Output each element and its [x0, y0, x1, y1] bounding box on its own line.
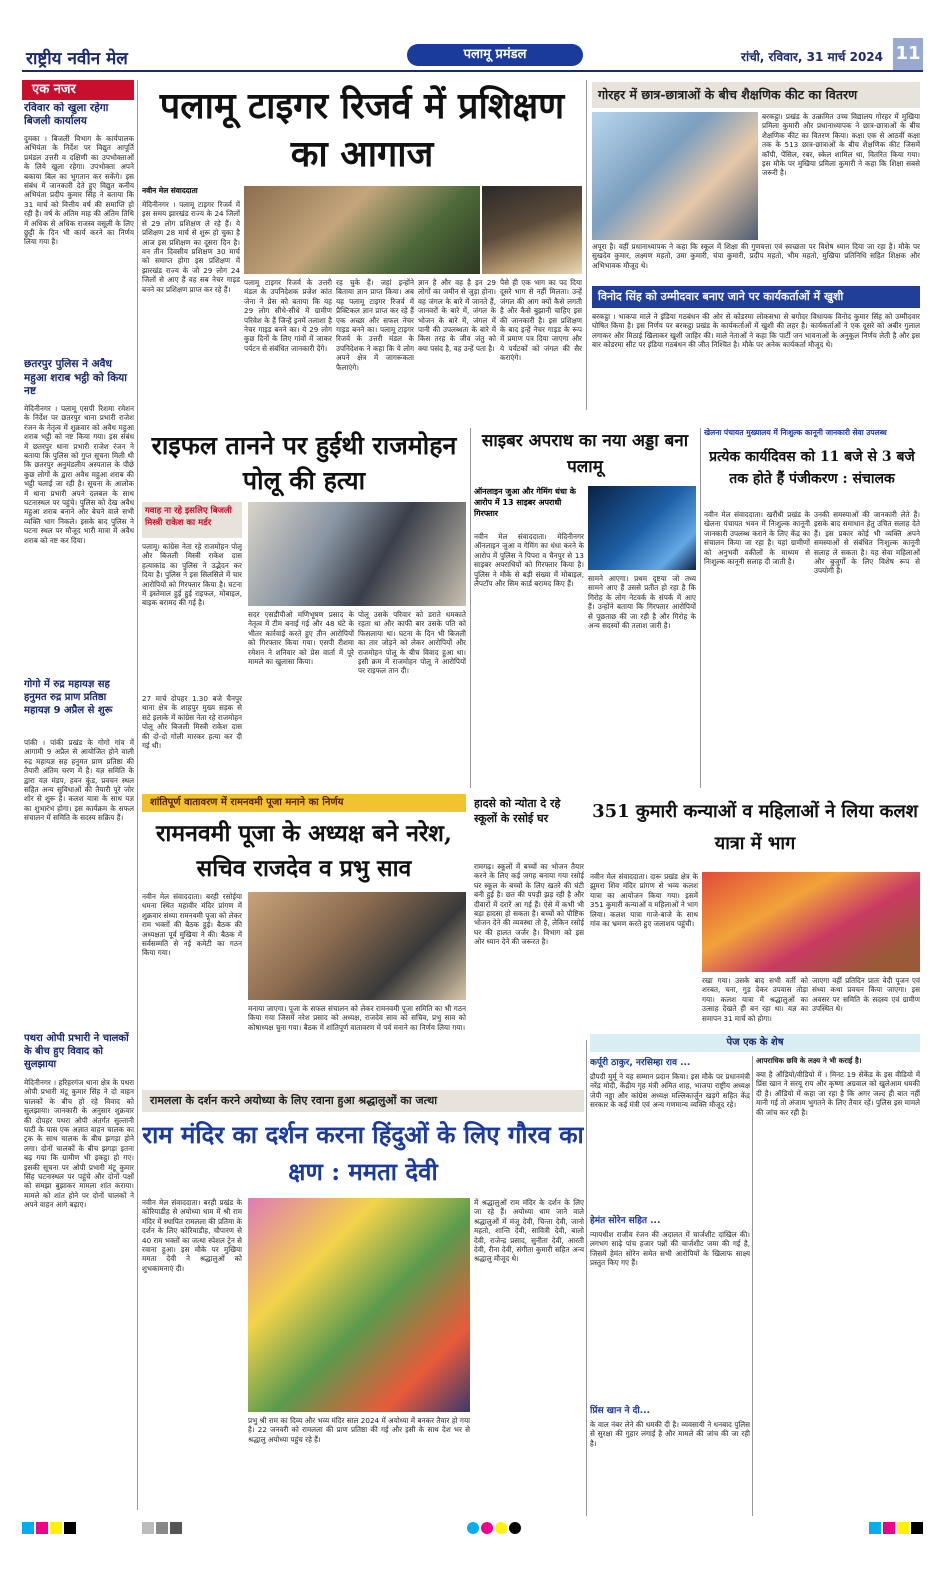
ramnavami-col1: नवीन मेल संवाददाता। बरही रसोईया धमना स्थित महावीर मंदिर प्रांगण में शुक्रवार संध्या रामनवमी पूजा को लेकर राम भक्तों की बैठक हुई। बैठक की अध्यक्षता पूर्व मुखिया ने की। बैठक में सर्वसम्मति से नई कमेटी का गठन किया गया।: [142, 892, 242, 958]
section-name: पलामू प्रमंडल: [407, 44, 583, 66]
accused-photo: [248, 502, 466, 606]
brief-title: गोगो में रुद्र महायज्ञ सह हनुमत रुद्र प्राण प्रतिष्ठा महायज्ञ 9 अप्रैल से शुरू: [24, 679, 113, 716]
rifle-subhead: गवाह ना रहे इसलिए बिजली मिस्त्री राकेश का मर्डर: [142, 502, 242, 538]
page-shesh-label: पेज एक के शेष: [590, 1034, 920, 1052]
panjikaran-col2: उनकी समस्याओं की जानकारी लेते हैं। इसके बाद समाधान हेतु उचित सलाह देते हैं। इस प्रकार कोई भी व्यक्ति अपने समस्याओं से संबंधित निःशुल्क कानूनी सलाह ले सकता है। यह सेवा महिलाओं और बुजुर्गों के लिए विशेष रूप से उपयोगी है।: [814, 510, 920, 576]
brief-body: मेदिनीनगर । पलामू एसपी रिशमा रमेशन के निर्देश पर छतरपुर थाना प्रभारी राजेश रंजन के नेतृत्व में शुक्रवार को अवैध महुआ शराब भट्ठी को नष्ट किया गया। इस संबंध में छतरपुर थाना प्रभारी राजेश रंजन ने बताया कि पुलिस को गुप्त सूचना मिली थी कि छतरपुर अनुमंडलीय अस्पताल के पीछे कुछ लोगों के द्वारा अवैध महुआ शराब की भट्ठी चलाई जा रही है। सूचना के आलोक में थाना प्रभारी अपने दलबल के साथ घटनास्थल पर पहुंचे। पुलिस को देख अवैध महुआ शराब बनाने और बेचने वाले सभी व्यक्ति भाग निकले। इसके बाद पुलिस ने घटना स्थल पर मौजूद भारी मात्रा में अवैध शराब को नष्ट कर दिया।: [24, 404, 134, 545]
shesh-title: प्रिंस खान ने दी...: [590, 1406, 650, 1416]
dateline: रांची, रविवार, 31 मार्च 2024: [741, 50, 883, 64]
lead-headline: पलामू टाइगर रिजर्व में प्रशिक्षण का आगाज: [159, 85, 565, 175]
rifle-col4: पोलू उसके परिवार को डराते धमकाते रहता था और काफी बार उसके पति को फिसलाया था। घटना के दिन भी बिजली का तार जोड़ने को लेकर आरोपियों और राजमोहन पोलू के बीच विवाद हुआ था। इसी क्रम में राजमोहन पोलू ने आरोपियों पर राइफल तान दी।: [358, 610, 466, 676]
cyber-crime-photo: [588, 486, 696, 570]
kalash-col3: जाएगा वहीं प्रतिदिन प्रातः वेदी पूजन एवं संध्या कथा प्रवचन किया जाएगा। इस अवसर पर समिति के सदस्य एवं ग्रामीण उपस्थित थे।: [812, 976, 920, 1014]
rifle-col2: 27 मार्च दोपहर 1.30 बजे चैनपुर थाना क्षेत्र के शाहपुर मुख्य सड़क से सटे इलाके में कांग्रेस नेता रहे राजमोहन पोलू और बिजली मिस्त्री राकेश दास की दो-दो गोली मारकर हत्या कर दी गई थी।: [142, 694, 242, 751]
brief-title: छतरपुर पुलिस ने अवैध महुआ शराब भट्ठी को किया नष्ट: [24, 358, 127, 397]
shesh-title: कर्पूरी ठाकुर, नरसिम्हा राव ...: [590, 1058, 691, 1068]
meeting-photo: [248, 892, 466, 1000]
kalash-yatra-photo: [702, 872, 920, 972]
ayodhya-col3: में श्रद्धालुओं राम मंदिर के दर्शन के लिए जा रहे हैं। अयोध्या धाम जाने वाले श्रद्धालुओं में मंजू देवी, चिन्ता देवी, जानो महतो, शान्ति देवी, सावित्री देवी, बालो देवी, राजेन्द्र प्रसाद, सुनीता देवी, आरती देवी, रीना देवी, संगीता कुमारी सहित अन्य श्रद्धालु मौजूद थे।: [474, 1198, 584, 1264]
school-body: रामगढ़। स्कूलों में बच्चों का भोजन तैयार करने के लिए कई जगह बनाया गया रसोई घर स्कूल के बच्चों के लिए खतरे की घंटी बनी हुई है। छत की पपड़ी झड़ रही है और दीवारों में दरारें आ गई हैं। ऐसे में कभी भी बड़ा हादसा हो सकता है। बच्चों को पौष्टिक भोजन देने की व्यवस्था तो है, लेकिन रसोई घर की हालत जर्जर है। विभाग को इस ओर ध्यान देने की जरूरत है।: [474, 862, 584, 947]
column-rule: [586, 80, 587, 410]
ayodhya-col2: प्रभु श्री राम का दिव्य और भव्य मंदिर साल 2024 में अयोध्या में बनकर तैयार हो गया है। 22 जनवरी को रामलला की प्राण प्रतिष्ठा की गई और इसी के साथ देश भर से श्रद्धालु अयोध्या पहुंच रहे हैं।: [248, 1416, 470, 1444]
kalash-col1: नवीन मेल संवाददाता। दारू प्रखंड क्षेत्र के झुमरा शिव मंदिर प्रांगण से भव्य कलश यात्रा का आयोजन किया गया। इसमें 351 कुमारी कन्याओं व महिलाओं ने भाग लिया। कलश यात्रा गाजे-बाजे के साथ गांव का भ्रमण करते हुए जलाशय पहुंची।: [590, 872, 698, 929]
shesh-title: हेमंत सोरेन सहित ...: [590, 1216, 661, 1226]
brief-title: पथरा ओपी प्रभारी ने चालकों के बीच हुए विवाद को सुलझाया: [24, 1033, 129, 1070]
lead-col1: मेदिनीनगर । पलामू टाइगर रिजर्व में इस समय झारखंड राज्य के 24 जिलों से 29 लोग प्रशिक्षण ले रहे हैं। ये प्रशिक्षण 28 मार्च से शुरू हो चुका है आज इस प्रशिक्षण का दूसरा दिन है। वन तीन दिवसीय प्रशिक्षण 30 मार्च को समाप्त होगा इस प्रशिक्षण में झारखंड राज्य के जो 29 लोग 24 जिलों से आए हैं वह सब नेचर गाइड बनने का प्रशिक्षण प्राप्त कर रहे हैं।: [142, 200, 240, 294]
panjikaran-col1: नवीन मेल संवाददाता। खरौंधी प्रखंड के खेलना पंचायत भवन में निःशुल्क कानूनी जानकारी उपलब्ध कराने के लिए केंद्र का संचालन किया जा रहा है। यहां ग्रामीणों को अनुभवी वकीलों के माध्यम से निःशुल्क कानूनी सलाह दी जाती है।: [704, 510, 810, 567]
lead-col4: ज्ञान है और वह है इन 29 लोगों का जमीन से जुड़ा होना। वह जंगल के बारे में जानते हैं, जानवरों के बारे में, जंगल के भोजन के बारे में, जंगल में पानी की उपलब्धता के बारे में किस तरह के जीव जंतु को क्या पसंद है, वह उन्हें पता है।: [418, 278, 496, 353]
lead-col2: पलामू टाइगर रिजर्व के उत्तरी मंडल के उपनिदेशक प्रजेश कांत जेना ने प्रेस को बताया कि यह 29 लोग सीधे-सीधे में ग्रामीण परिवेश के हैं जिन्हें इनमें तलाशा है नेचर गाइड बनने का। ये 29 लोग कुछ दिनों के लिए गांवों में जाकर पर्यटन से संबंधित जानकारी देंगे।: [244, 278, 332, 353]
column-rule: [586, 1040, 587, 1516]
cyber-col2: सामने आएगा। प्रथम दृष्टया जो तथ्य सामने आए हैं उससे प्रतीत हो रहा है कि गिरोह के लोग नेटवर्क के संपर्क में आए हैं। उन्होंने बताया कि गिरफ्तार आरोपियों से पूछताछ की जा रही है और गिरोह के अन्य सदस्यों की तलाश जारी है।: [588, 574, 696, 631]
page-number: 11: [893, 38, 923, 70]
ayodhya-col1: नवीन मेल संवाददाता। बरही प्रखंड के कोरियाडीह से अयोध्या धाम में श्री राम मंदिर में स्थापित रामलला की प्रतिमा के दर्शन के लिए कोरियाडीह, चौपारण से 40 राम भक्तों का जत्था स्पेशल ट्रेन से रवाना हुआ। इस मौके पर मुखिया ममता देवी ने श्रद्धालुओं को शुभकामनाएं दी।: [142, 1198, 242, 1273]
column-rule: [137, 80, 138, 1510]
brief-body: मेदिनीनगर । हरिहरगंज थाना क्षेत्र के पथरा ओपी प्रभारी मंटू कुमार सिंह ने दो वाहन चालकों के बीच हो रहे विवाद को सुलझाया। जानकारी के अनुसार शुक्रवार की दोपहर पथरा ओपी अंतर्गत सुल्तानी घाटी के पास एक अज्ञात वाहन चालक का ट्रक के साथ चालक के बीच झगड़ा होने लगा। दोनों चालकों के बीच झगड़ा इतना बढ़ गया कि ग्रामीण भी इकट्ठा हो गए। इसकी सूचना पर ओपी प्रभारी मंटू कुमार सिंह घटनास्थल पर पहुंचे और दोनों पक्षों को समझा बुझाकर मामला शांत कराया। मामले को शांत होने पर दोनों चालकों ने अपने वाहन आगे बढ़ाए।: [24, 1078, 134, 1210]
masthead: [22, 38, 923, 72]
panjikaran-kicker: खेलना पंचायत मुख्यालय में निःशुल्क कानूनी जानकारी सेवा उपलब्ध: [704, 428, 887, 437]
lead-col3: रह चुके हैं। जहां इन्होंने बिताया ज्ञान प्राप्त किया। अब यह पलामू टाइगर रिजर्व में प्रैक्टिकल ज्ञान प्राप्त कर रहे हैं एक अच्छा और सफल नेचर गाइड बनने का। पलामू टाइगर रिजर्व के उत्तरी मंडल के उपनिदेशक ने कहा कि ये लोग अपने क्षेत्र में जागरूकता फैलाएंगे।: [336, 278, 414, 372]
gorhar-headline: गोरहर में छात्र-छात्राओं के बीच शैक्षणिक कीट का वितरण: [592, 82, 920, 108]
print-registration-bar: [22, 1522, 923, 1534]
ayodhya-headline: राम मंदिर का दर्शन करना हिंदुओं के लिए गौरव का क्षण : ममता देवी: [142, 1120, 584, 1186]
column-rule: [752, 1056, 753, 1516]
ayodhya-kicker: रामलला के दर्शन करने अयोध्या के लिए रवाना हुआ श्रद्धालुओं का जत्था: [142, 1090, 584, 1112]
brief-body: दुमका । बिजली विभाग के कार्यपालक अभियंता के निर्देश पर विद्युत आपूर्ति प्रमंडल उत्तरी व दक्षिणी का उपभोक्ताओं के लिये खुला रहेगा। उपभोक्ता अपने बकाया बिल का भुगतान कर सकेंगे। इस संबंध में जानकारी देते हुए विद्युत कनीय अभियंता प्रदीप कुमार सिंह ने बताया कि 31 मार्च को वित्तीय वर्ष की समाप्ति हो रही है। वर्ष के अंतिम माह की अंतिम तिथि में अधिक से अधिक राजस्व वसूली के लिए छुट्टी के दिन भी कार्य करने का निर्णय लिया गया है।: [24, 134, 134, 247]
cyber-subhead: ऑनलाइन जुआ और गेमिंग धंधा के आरोप में 13 साइबर अपराधी गिरफ्तार: [474, 487, 576, 518]
panjikaran-headline: प्रत्येक कार्यदिवस को 11 बजे से 3 बजे तक होते हैं पंजीकरण : संचालक: [709, 449, 915, 487]
school-headline: हादसे को न्योता दे रहे स्कूलों के रसोई घर: [474, 797, 561, 825]
cyber-headline: साइबर अपराध का नया अड्डा बना पलामू: [481, 431, 689, 477]
ek-nazar-tag: एक नजर: [22, 80, 134, 100]
ramnavami-col2: मनाया जाएगा। पूजा के सफल संचालन को लेकर रामनवमी पूजा समिति का भी गठन किया गया जिसमें नरेश प्रसाद को अध्यक्ष, राजदेव साव को सचिव, प्रभु साव को कोषाध्यक्ष चुना गया। बैठक में शांतिपूर्ण वातावरण में पर्व मनाने का निर्णय लिया गया।: [248, 1004, 466, 1032]
shesh-body: क्या है ऑडियो/वीडियो में । मिनट 19 सेकेंड के इस वीडियो में प्रिंस खान ने सरयू राय और कृष्णा अग्रवाल को खुलेआम धमकी दी है। ऑडियो में कहा जा रहा है कि अगर जल्द ही बात नहीं मानी गई तो अंजाम भुगतने के लिए तैयार रहें। पुलिस इस मामले की जांच कर रही है।: [756, 1070, 920, 1117]
gorhar-body: बरकट्ठा। प्रखंड के उत्क्रमित उच्च विद्यालय गोरहर में मुखिया प्रमिला कुमारी और प्रधानाध्यापक ने छात्र-छात्राओं के बीच शैक्षणिक कीट का वितरण किया। कक्षा एक से आठवीं कक्षा तक के 513 छात्र-छात्राओं के बीच शैक्षणिक कीट जिसमें कॉपी, पेंसिल, रबर, स्केल शामिल था, वितरित किया गया। इस मौके पर मुखिया प्रमिला कुमारी ने कहा कि शिक्षा सबसे जरूरी है।: [762, 112, 920, 178]
ramnavami-headline: रामनवमी पूजा के अध्यक्ष बने नरेश, सचिव राजदेव व प्रभु साव: [156, 820, 452, 882]
school-kit-photo: [592, 112, 758, 240]
column-rule: [470, 428, 471, 788]
rifle-col1: पलामू। कांग्रेस नेता रहे राजमोहन पोलू और बिजली मिस्त्री राकेश दास हत्याकांड का पुलिस ने उद्भेदन कर दिया है। पुलिस ने इस सिलसिले में चार आरोपियों को गिरफ्तार किया है। घटना में इस्तेमाल हुई हुई राइफल, मोबाइल, बाइक बरामद की गई है।: [142, 542, 242, 608]
ramnavami-kicker: शांतिपूर्ण वातावरण में रामनवमी पूजा मनाने का निर्णय: [142, 794, 466, 812]
brief-title: रविवार को खुला रहेगा बिजली कार्यालय: [24, 102, 109, 127]
column-rule: [700, 428, 701, 788]
rifle-headline: राइफल तानने पर हुईथी राजमोहन पोलू की हत्या: [151, 431, 457, 495]
shesh-body: द्रौपदी मुर्मू ने यह सम्मान प्रदान किया। इस मौके पर प्रधानमंत्री नरेंद्र मोदी, केंद्रीय गृह मंत्री अमित शाह, भाजपा राष्ट्रीय अध्यक्ष जेपी नड्डा और कांग्रेस अध्यक्ष मल्लिकार्जुन खड़गे सहित केंद्र सरकार के कई मंत्री एवं अन्य गणमान्य व्यक्ति मौजूद रहे।: [590, 1072, 750, 1110]
lead-byline: नवीन मेल संवाददाता: [142, 186, 198, 195]
vinod-headline: विनोद सिंह को उम्मीदवार बनाए जाने पर कार्यकर्ताओं में खुशी: [592, 286, 920, 308]
kalash-col2: रखा गया। उसके बाद सभी वर्ती को शरबत, चना, गुड़ देकर उपवास तोड़ा गया। कलश यात्रा में श्रद्धालुओं का उत्साह देखते ही बन रहा था। यज्ञ का समापन 31 मार्च को होगा।: [702, 976, 808, 1023]
newspaper-name: राष्ट्रीय नवीन मेल: [26, 49, 128, 69]
lead-col5: पैसे ही एक भाग का पद दिया दूसरे भाग से नहीं मिलता। उन्हें जंगल की आग क्यों कैसे लगती है और कैसे बुझानी चाहिए इस की जानकारी है। इस प्रशिक्षण के बाद इन्हें नेचर गाइड के रूप में प्रमाण पत्र दिया जाएगा और ये पर्यटकों को जंगल की सैर कराएंगे।: [500, 278, 582, 363]
gorhar-body: अपूरा है। वहीं प्रधानाध्यापक ने कहा कि स्कूल में शिक्षा की गुणवत्ता एवं स्वच्छता पर विशेष ध्यान दिया जा रहा है। मौके पर सुखदेव कुमार, लक्ष्मण महतो, उमा कुमारी, चंपा कुमारी, प्रदीप महतो, भीम महतो, मुखिया प्रतिनिधि सहित शिक्षक और अभिभावक मौजूद थे।: [592, 242, 920, 270]
cyber-col1: नवीन मेल संवाददाता। मेदिनीनगर ऑनलाइन जुआ व गेमिंग का धंधा करने के आरोप में पुलिस ने पिपरा व चैनपुर से 13 साइबर अपराधियों को गिरफ्तार किया है। पुलिस ने मौके से बड़ी संख्या में मोबाइल, लैपटॉप और सिम कार्ड बरामद किए हैं।: [474, 532, 584, 589]
training-hall-photo: [482, 186, 582, 274]
shesh-title: आपराधिक छवि के लक्ष्य ने भी कराई है।: [756, 1056, 862, 1065]
pilgrims-photo: [248, 1198, 470, 1412]
shesh-body: न्यायधीश राजीव रंजन की अदालत में चार्जशीट दाखिल की। लगभग साढ़े पांच हजार पन्नों की चार्जशीट जमा की गई है, जिसमें हेमंत सोरेन समेत सभी आरोपियों के खिलाफ साक्ष्य प्रस्तुत किए गए हैं।: [590, 1230, 750, 1268]
kalash-headline: 351 कुमारी कन्याओं व महिलाओं ने लिया कलश यात्रा में भाग: [592, 801, 918, 854]
rifle-col3: सदर एसडीपीओ मणिभूषण प्रसाद के नेतृत्व में टीम बनाई गई और 48 घंटे के भीतर कार्रवाई करते हुए तीन आरोपियों को गिरफ्तार किया गया। एसपी रीशमा रमेशन ने शनिवार को प्रेस वार्ता में पूरे मामले का खुलासा किया।: [248, 610, 354, 667]
shesh-body: के वाल नंबर लेने की धमकी दी है। व्यवसायी ने धनबाद पुलिस से सुरक्षा की गुहार लगाई है और मामले की जांच की जा रही है।: [590, 1420, 750, 1448]
tiger-reserve-photo: [244, 186, 480, 274]
brief-body: पांकी । पांकी प्रखंड के गोगो गांव में आगामी 9 अप्रैल से आयोजित होने वाली रुद्र महायज्ञ सह हनुमत प्राण प्रतिष्ठा की तैयारी अंतिम चरण में है। यज्ञ समिति के द्वारा यज्ञ मंडप, हवन कुंड, प्रवचन स्थल सहित अन्य सुविधाओं की तैयारी पूरे जोर शोर से शुरू है। कलश यात्रा के साथ यज्ञ का शुभारंभ होगा। इस कार्यक्रम के सफल संचालन में समिति के सदस्य सक्रिय हैं।: [24, 738, 134, 823]
vinod-body: बरकट्ठा । भाकपा माले ने इंडिया गठबंधन की ओर से कोडरमा लोकसभा से बगोदर विधायक विनोद कुमार सिंह को उम्मीदवार घोषित किया है। इस निर्णय पर बरकट्ठा प्रखंड के कार्यकर्ताओं में खुशी की लहर है। कार्यकर्ताओं ने एक दूसरे को अबीर गुलाल लगाकर और मिठाई खिलाकर खुशी जाहिर की। माले नेताओं ने कहा कि पार्टी जन भावनाओं के अनुकूल निर्णय लेती है और इस बार कोडरमा सीट पर इंडिया गठबंधन की जीत निश्चित है। मौके पर अनेक कार्यकर्ता मौजूद थे।: [592, 312, 920, 350]
